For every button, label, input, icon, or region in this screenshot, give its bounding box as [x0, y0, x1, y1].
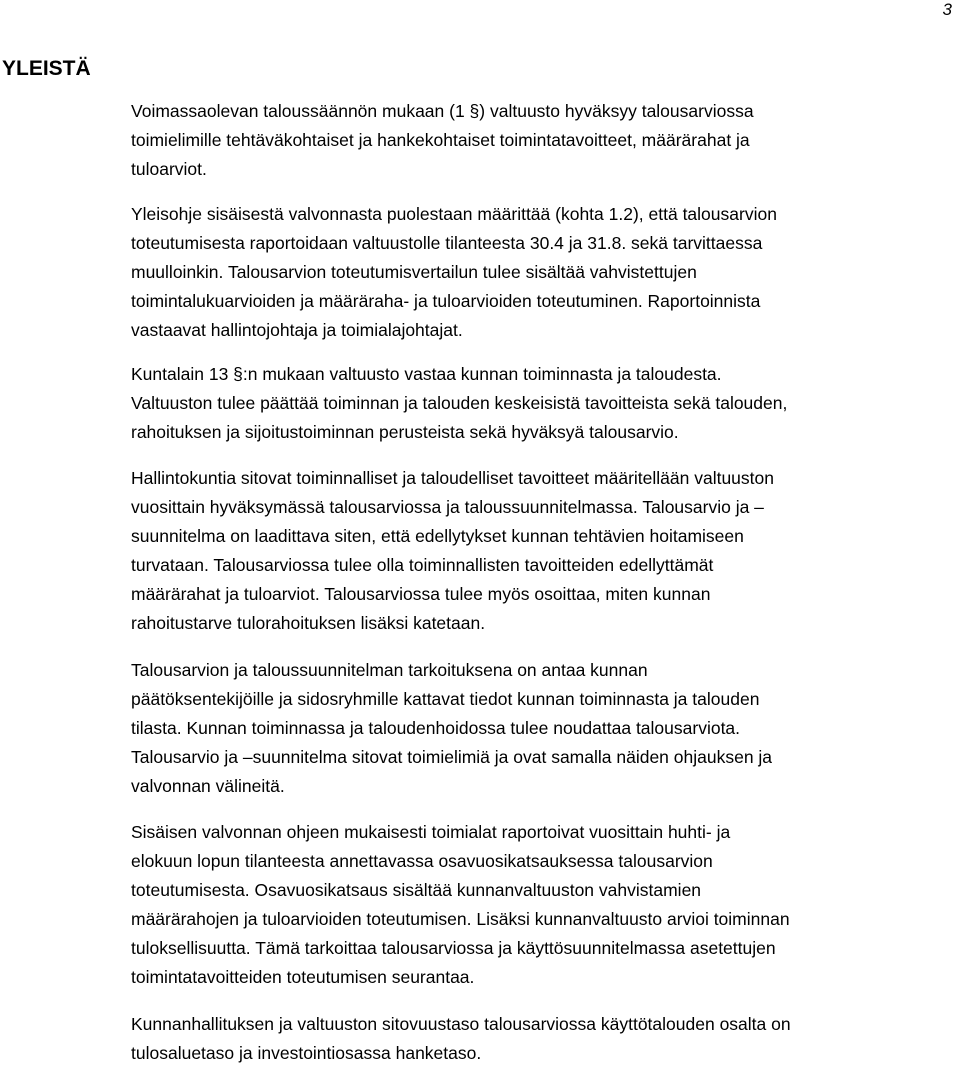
text-line: tilasta. Kunnan toiminnassa ja taloudenhoidossa tulee noudattaa talousarviota. [131, 718, 741, 738]
text-line: turvataan. Talousarviossa tulee olla toiminnallisten tavoitteiden edellyttämät [131, 555, 714, 575]
text-line: vuosittain hyväksymässä talousarviossa ja taloussuunnitelmassa. Talousarvio ja – [131, 497, 764, 517]
text-line: tuloksellisuutta. Tämä tarkoittaa talousarviossa ja käyttösuunnitelmassa asetettujen [131, 938, 776, 958]
paragraph-binding-level [131, 1010, 955, 1068]
text-line: toteutumisesta raportoidaan valtuustolle tilanteesta 30.4 ja 31.8. sekä tarvittaessa [131, 233, 763, 253]
paragraph-internal-control-reporting [131, 200, 955, 345]
text-line: määrärahojen ja tuloarvioiden toteutumisen. Lisäksi kunnanvaltuusto arvioi toiminnan [131, 909, 790, 929]
text-line: muulloinkin. Talousarvion toteutumisvertailun tulee sisältää vahvistettujen [131, 262, 697, 282]
text-line: päätöksentekijöille ja sidosryhmille kattavat tiedot kunnan toiminnasta ja talouden [131, 689, 760, 709]
text-line: toimielimille tehtäväkohtaiset ja hankekohtaiset toimintatavoitteet, määrärahat ja [131, 130, 750, 150]
document-body [131, 97, 955, 1068]
text-line: Talousarvion ja taloussuunnitelman tarkoituksena on antaa kunnan [131, 660, 648, 680]
text-line: rahoitustarve tulorahoituksen lisäksi katetaan. [131, 613, 486, 633]
text-line: suunnitelma on laadittava siten, että edellytykset kunnan tehtävien hoitamiseen [131, 526, 744, 546]
section-heading: YLEISTÄ [2, 57, 91, 80]
paragraph-binding-targets [131, 464, 955, 638]
text-line: Kuntalain 13 §:n mukaan valtuusto vastaa kunnan toiminnasta ja taloudesta. [131, 364, 722, 384]
text-line: Valtuuston tulee päättää toiminnan ja talouden keskeisistä tavoitteista sekä talouden, [131, 393, 788, 413]
text-line: Hallintokuntia sitovat toiminnalliset ja taloudelliset tavoitteet määritellään valtuuston [131, 468, 774, 488]
text-line: toimintatavoitteiden toteutumisen seurantaa. [131, 967, 475, 987]
text-line: Talousarvio ja –suunnitelma sitovat toimielimiä ja ovat samalla näiden ohjauksen ja [131, 747, 773, 767]
text-line: Voimassaolevan taloussäännön mukaan (1 §) valtuusto hyväksyy talousarviossa [131, 101, 754, 121]
page-number: 3 [942, 0, 952, 19]
paragraph-budget-regulation [131, 97, 955, 184]
text-line: Sisäisen valvonnan ohjeen mukaisesti toimialat raportoivat vuosittain huhti- ja [131, 822, 731, 842]
text-line: valvonnan välineitä. [131, 776, 285, 796]
text-line: määrärahat ja tuloarviot. Talousarviossa tulee myös osoittaa, miten kunnan [131, 584, 711, 604]
text-line: tuloarviot. [131, 159, 207, 179]
text-line: Yleisohje sisäisestä valvonnasta puolestaan määrittää (kohta 1.2), että talousarvion [131, 204, 777, 224]
text-line: toimintalukuarvioiden ja määräraha- ja tuloarvioiden toteutuminen. Raportoinnista [131, 291, 761, 311]
paragraph-budget-purpose [131, 656, 955, 801]
text-line: Kunnanhallituksen ja valtuuston sitovuustaso talousarviossa käyttötalouden osalta on [131, 1014, 791, 1034]
text-line: vastaavat hallintojohtaja ja toimialajohtajat. [131, 320, 463, 340]
paragraph-interim-reporting [131, 818, 955, 992]
paragraph-municipal-act [131, 360, 955, 447]
text-line: toteutumisesta. Osavuosikatsaus sisältää kunnanvaltuuston vahvistamien [131, 880, 702, 900]
text-line: rahoituksen ja sijoitustoiminnan perusteista sekä hyväksyä talousarvio. [131, 422, 679, 442]
text-line: elokuun lopun tilanteesta annettavassa osavuosikatsauksessa talousarvion [131, 851, 713, 871]
text-line: tulosaluetaso ja investointiosassa hanketaso. [131, 1043, 482, 1063]
